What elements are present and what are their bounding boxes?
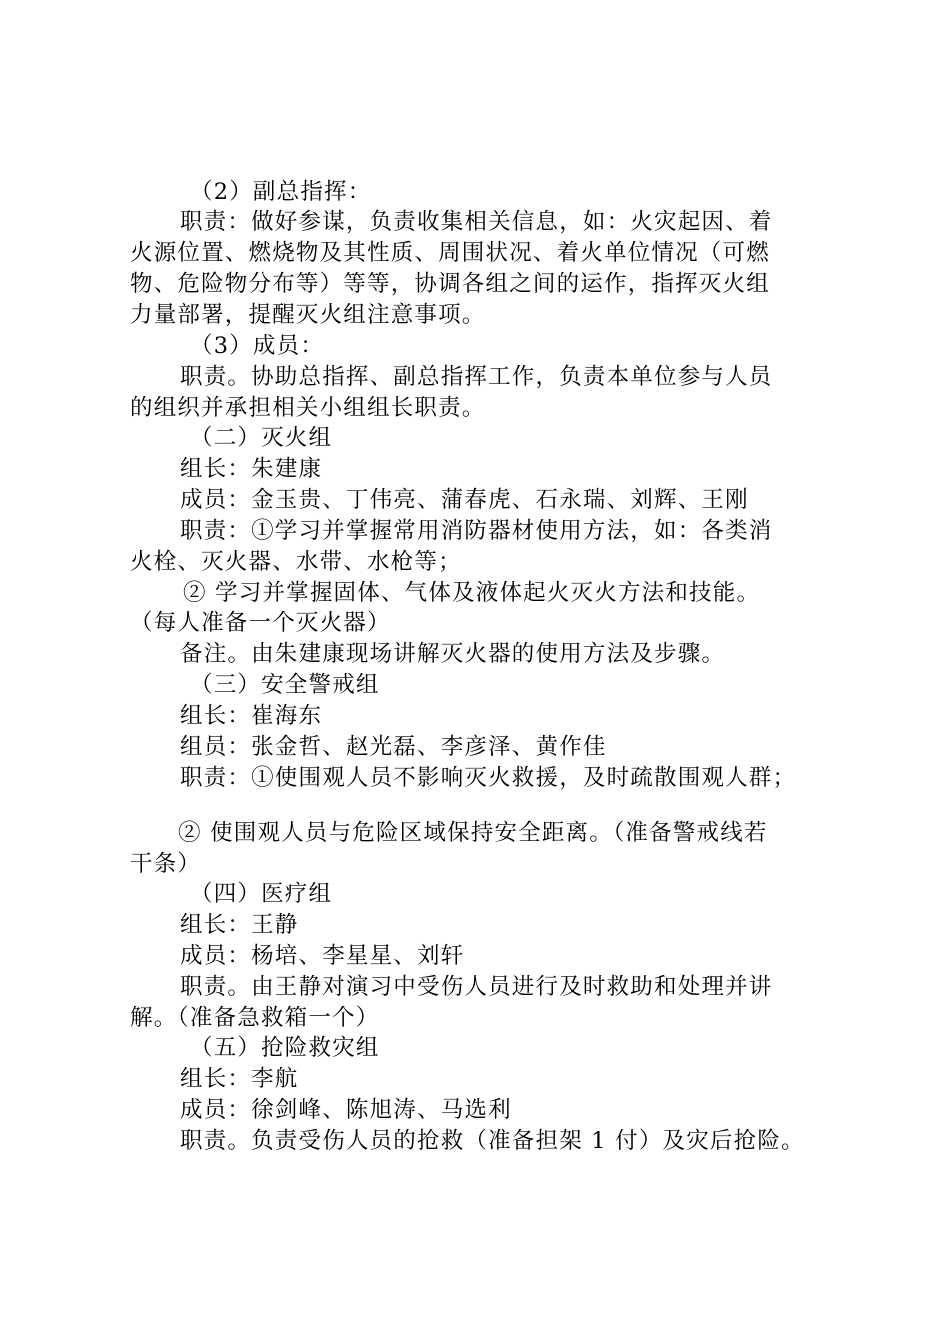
text-line: 的组织并承担相关小组组长职责。 <box>130 395 486 421</box>
text-line: 组长：朱建康 <box>180 456 323 482</box>
text-line: 职责：①使围观人员不影响灭火救援，及时疏散围观人群； <box>180 765 797 791</box>
text-line: 成员：徐剑峰、陈旭涛、马选利 <box>180 1097 512 1123</box>
text-line: 成员：杨培、李星星、刘轩 <box>180 943 465 969</box>
text-line: 解。（准备急救箱一个） <box>130 1005 380 1031</box>
section-heading: （四）医疗组 <box>190 881 333 907</box>
text-line: 组长：崔海东 <box>180 703 323 729</box>
text-line: 火源位置、燃烧物及其性质、周围状况、着火单位情况（可燃 <box>130 240 770 266</box>
text-line: 组长：李航 <box>180 1066 299 1092</box>
text-line: 职责：①学习并掌握常用消防器材使用方法，如：各类消 <box>180 518 773 544</box>
text-line: 备注。由朱建康现场讲解灭火器的使用方法及步骤。 <box>180 641 726 667</box>
text-line: 干条） <box>130 851 202 877</box>
text-line: 成员：金玉贵、丁伟亮、蒲春虎、石永瑞、刘辉、王刚 <box>180 487 749 513</box>
section-heading: （五）抢险救灾组 <box>190 1035 380 1061</box>
text-line: （3）成员： <box>190 333 325 359</box>
text-line: 物、危险物分布等）等等，协调各组之间的运作，指挥灭火组 <box>130 271 770 297</box>
text-line: 职责：做好参谋，负责收集相关信息，如：火灾起因、着 <box>180 209 773 235</box>
text-line: ② 使围观人员与危险区域保持安全距离。（准备警戒线若 <box>178 820 768 846</box>
text-line: 职责。由王静对演习中受伤人员进行及时救助和处理并讲 <box>180 974 773 1000</box>
text-line: ② 学习并掌握固体、气体及液体起火灭火方法和技能。 <box>183 580 761 606</box>
text-line: 职责。协助总指挥、副总指挥工作，负责本单位参与人员 <box>180 364 773 390</box>
section-heading: （二）灭火组 <box>190 425 333 451</box>
text-line: 组员：张金哲、赵光磊、李彦泽、黄作佳 <box>180 734 607 760</box>
text-line: 职责。负责受伤人员的抢救（准备担架 1 付）及灾后抢险。 <box>180 1128 805 1154</box>
text-line: （2）副总指挥： <box>190 179 372 205</box>
section-heading: （三）安全警戒组 <box>190 672 380 698</box>
text-line: 火栓、灭火器、水带、水枪等； <box>130 549 462 575</box>
text-line: 组长：王静 <box>180 912 299 938</box>
text-line: 力量部署，提醒灭火组注意事项。 <box>130 302 486 328</box>
text-line: （每人准备一个灭火器） <box>130 610 391 636</box>
